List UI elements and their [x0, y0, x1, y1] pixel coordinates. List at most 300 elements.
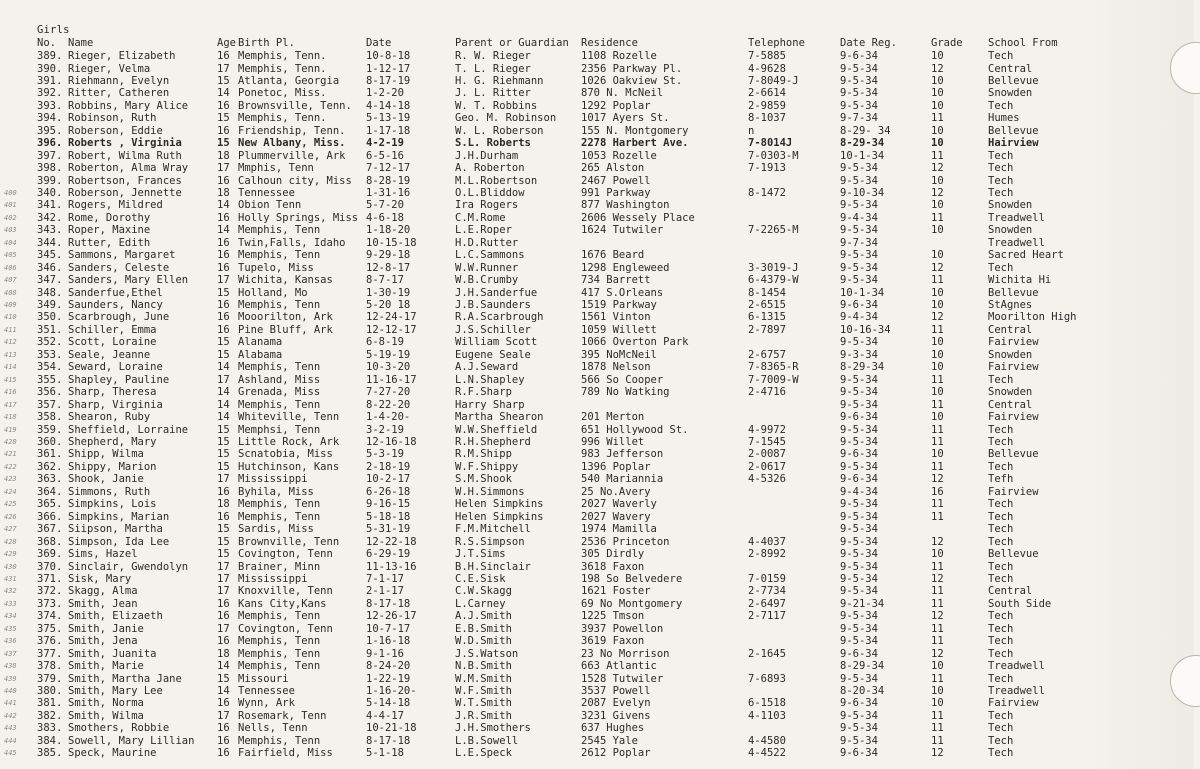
row-number: 367.: [37, 523, 63, 536]
table-row: [0, 722, 1200, 734]
student-name: Sharp, Theresa: [68, 386, 157, 399]
student-age: 16: [217, 99, 230, 112]
table-row: [0, 697, 1200, 709]
birth-place: Memphis, Tenn: [238, 734, 321, 747]
grade: 12: [931, 473, 944, 486]
date-registered: 8-29- 34: [840, 124, 891, 137]
birth-date: 5-7-20: [366, 199, 404, 212]
student-name: Rome, Dorothy: [68, 211, 151, 224]
table-row: [0, 249, 1200, 261]
residence: 3937 Powellon: [581, 622, 664, 635]
row-number: 389.: [37, 50, 63, 62]
row-mark: 438: [4, 662, 17, 670]
row-mark: 411: [4, 325, 17, 334]
table-row: [0, 324, 1200, 336]
telephone: 3-3019-J: [748, 261, 799, 274]
parent-guardian: J. L. Ritter: [455, 87, 531, 100]
row-number: 354.: [37, 361, 63, 374]
birth-date: 7-12-17: [366, 162, 411, 175]
telephone: 7-0159: [748, 572, 786, 585]
parent-guardian: J.H.Durham: [455, 149, 519, 162]
residence: 2606 Wessely Place: [581, 211, 695, 224]
school-from: Tech: [988, 523, 1014, 536]
date-registered: 9-5-34: [840, 722, 878, 735]
student-age: 17: [217, 585, 230, 598]
date-registered: 9-5-34: [840, 174, 878, 187]
birth-date: 5-20 18: [366, 299, 411, 311]
table-row: [0, 349, 1200, 361]
residence: 734 Barrett: [581, 274, 651, 287]
school-from: Bellevue: [988, 286, 1039, 299]
parent-guardian: L.E.Speck: [455, 747, 512, 760]
row-number: 368.: [37, 535, 63, 548]
student-age: 15: [217, 435, 230, 448]
row-mark: 430: [4, 562, 17, 571]
school-from: Hairview: [988, 137, 1039, 150]
date-registered: 9-6-34: [840, 411, 878, 423]
student-age: 17: [217, 274, 230, 287]
row-number: 394.: [37, 112, 63, 125]
date-registered: 10-1-34: [840, 286, 885, 299]
date-registered: 9-6-34: [840, 299, 878, 311]
birth-place: Memphsi, Tenn: [238, 423, 321, 436]
telephone: 2-6757: [748, 348, 786, 361]
student-name: Roberts , Virginia: [68, 137, 182, 150]
school-from: Tech: [988, 647, 1014, 660]
row-mark: 402: [4, 213, 17, 222]
grade: 10: [931, 548, 944, 560]
row-number: 361.: [37, 448, 63, 461]
residence: 2027 Waverly: [581, 498, 657, 511]
row-number: 382.: [37, 709, 63, 722]
row-number: 390.: [37, 62, 63, 75]
parent-guardian: S.M.Shook: [455, 473, 512, 486]
date-registered: 9-4-34: [840, 311, 878, 324]
table-row: [0, 287, 1200, 299]
table-row: [0, 386, 1200, 398]
grade: 10: [931, 660, 944, 672]
grade: 10: [931, 411, 944, 423]
residence: 265 Alston: [581, 162, 645, 175]
telephone: 2-0617: [748, 460, 786, 473]
school-from: Tech: [988, 460, 1014, 473]
grade: 11: [931, 112, 944, 125]
birth-place: Whiteville, Tenn: [238, 411, 340, 423]
birth-date: 10-7-17: [366, 622, 411, 635]
student-age: 14: [217, 224, 230, 237]
student-age: 17: [217, 162, 230, 175]
birth-date: 5-14-18: [366, 697, 411, 710]
table-row: [0, 224, 1200, 236]
student-age: 15: [217, 460, 230, 473]
school-from: Snowden: [988, 87, 1033, 100]
grade: 10: [931, 299, 944, 311]
student-name: Sanderfue,Ethel: [68, 286, 163, 299]
row-number: 372.: [37, 585, 63, 598]
table-row: [0, 50, 1200, 62]
residence: 870 N. McNeil: [581, 87, 664, 100]
row-number: 385.: [37, 747, 63, 760]
grade: 10: [931, 87, 944, 100]
birth-place: Memphis, Tenn: [238, 647, 321, 660]
telephone: 2-6515: [748, 299, 786, 311]
student-name: Smith, Norma: [68, 697, 144, 710]
row-mark: 442: [4, 711, 17, 720]
table-row: [0, 374, 1200, 386]
table-row: [0, 747, 1200, 759]
parent-guardian: L.B.Sowell: [455, 734, 519, 747]
birth-date: 5-13-19: [366, 112, 411, 125]
school-from: Tech: [988, 709, 1014, 722]
date-registered: 9-3-34: [840, 348, 878, 361]
table-row: [0, 548, 1200, 560]
parent-guardian: J.R.Smith: [455, 709, 512, 722]
row-number: 392.: [37, 87, 63, 100]
school-from: Central: [988, 398, 1033, 411]
grade: 11: [931, 211, 944, 224]
table-row: [0, 150, 1200, 162]
table-row: [0, 523, 1200, 535]
residence: 1624 Tutwiler: [581, 224, 664, 237]
birth-date: 12-12-17: [366, 323, 417, 336]
parent-guardian: Helen Simpkins: [455, 498, 544, 511]
student-age: 15: [217, 348, 230, 361]
date-registered: 9-5-34: [840, 572, 878, 585]
row-number: 355.: [37, 373, 63, 386]
grade: 11: [931, 709, 944, 722]
birth-date: 12-16-18: [366, 435, 417, 448]
student-age: 16: [217, 597, 230, 610]
row-number: 377.: [37, 647, 63, 660]
birth-date: 8-24-20: [366, 660, 411, 672]
row-number: 365.: [37, 498, 63, 511]
birth-date: 1-31-16: [366, 186, 411, 199]
residence: 789 No Watking: [581, 386, 670, 399]
date-registered: 9-10-34: [840, 186, 885, 199]
grade: 10: [931, 386, 944, 399]
row-mark: 413: [4, 350, 17, 359]
parent-guardian: L.E.Roper: [455, 224, 512, 237]
table-row: [0, 399, 1200, 411]
student-age: 15: [217, 112, 230, 125]
birth-date: 9-16-15: [366, 498, 411, 511]
birth-date: 1-12-17: [366, 62, 411, 75]
grade: 12: [931, 647, 944, 660]
school-from: Tech: [988, 174, 1014, 187]
school-from: Snowden: [988, 386, 1033, 399]
telephone: 7-8049-J: [748, 74, 799, 87]
table-row: [0, 598, 1200, 610]
student-name: Rieger, Elizabeth: [68, 50, 176, 62]
row-mark: 440: [4, 686, 17, 695]
student-name: Siipson, Martha: [68, 523, 163, 536]
residence: 2087 Evelyn: [581, 697, 651, 710]
birth-place: Missouri: [238, 672, 289, 685]
residence: 2612 Poplar: [581, 747, 651, 760]
table-row: [0, 710, 1200, 722]
row-mark: 423: [4, 475, 17, 484]
birth-date: 11-13-16: [366, 560, 417, 573]
student-age: 16: [217, 124, 230, 137]
parent-guardian: J.B.Saunders: [455, 299, 531, 311]
student-name: Saunders, Nancy: [68, 299, 163, 311]
parent-guardian: W. T. Robbins: [455, 99, 538, 112]
student-age: 17: [217, 373, 230, 386]
school-from: Central: [988, 323, 1033, 336]
telephone: 2-6497: [748, 597, 786, 610]
row-mark: 436: [4, 637, 17, 646]
birth-place: Fairfield, Miss: [238, 747, 333, 760]
birth-date: 8-17-18: [366, 734, 411, 747]
student-age: 18: [217, 186, 230, 199]
school-from: Fairview: [988, 411, 1039, 423]
student-name: Simmons, Ruth: [68, 485, 151, 498]
row-mark: 407: [4, 276, 17, 285]
residence: 3618 Faxon: [581, 560, 645, 573]
grade: 12: [931, 261, 944, 274]
date-registered: 9-6-34: [840, 473, 878, 486]
telephone: 6-1315: [748, 311, 786, 324]
birth-place: Mississippi: [238, 473, 308, 486]
parent-guardian: A. Roberton: [455, 162, 525, 175]
date-registered: 9-7-34: [840, 112, 878, 125]
student-name: Smith, Elizaeth: [68, 610, 163, 623]
birth-date: 8-17-18: [366, 597, 411, 610]
date-registered: 9-5-34: [840, 274, 878, 287]
birth-date: 1-2-20: [366, 87, 404, 100]
student-name: Sharp, Virginia: [68, 398, 163, 411]
row-number: 342.: [37, 211, 63, 224]
birth-date: 9-1-16: [366, 647, 404, 660]
birth-place: Memphis, Tenn: [238, 635, 321, 648]
student-name: Shapley, Pauline: [68, 373, 170, 386]
residence: 2027 Wavery: [581, 510, 651, 523]
school-from: Tech: [988, 610, 1014, 623]
telephone: 7-7009-W: [748, 373, 799, 386]
birth-date: 5-31-19: [366, 523, 411, 536]
grade: 10: [931, 336, 944, 349]
parent-guardian: R.F.Sharp: [455, 386, 512, 399]
row-number: 347.: [37, 274, 63, 287]
table-row: [0, 635, 1200, 647]
birth-place: Ponetoc, Miss.: [238, 87, 327, 100]
residence: 1396 Poplar: [581, 460, 651, 473]
row-mark: 417: [4, 400, 17, 409]
table-row: [0, 75, 1200, 87]
student-age: 14: [217, 398, 230, 411]
grade: 10: [931, 684, 944, 697]
residence: 1528 Tutwiler: [581, 672, 664, 685]
grade: 10: [931, 697, 944, 710]
school-from: Treadwell: [988, 684, 1045, 697]
student-name: Sowell, Mary Lillian: [68, 734, 195, 747]
row-mark: 424: [4, 487, 17, 496]
student-age: 15: [217, 672, 230, 685]
residence: 2467 Powell: [581, 174, 651, 187]
student-name: Speck, Maurine: [68, 747, 157, 760]
telephone: 8-1454: [748, 286, 786, 299]
row-number: 353.: [37, 348, 63, 361]
student-name: Roberson, Eddie: [68, 124, 163, 137]
student-name: Shipp, Wilma: [68, 448, 144, 461]
birth-place: Brainer, Minn: [238, 560, 321, 573]
date-registered: 9-5-34: [840, 386, 878, 399]
birth-date: 10-15-18: [366, 236, 417, 249]
parent-guardian: Ira Rogers: [455, 199, 519, 212]
row-mark: 403: [4, 226, 17, 235]
student-age: 17: [217, 560, 230, 573]
student-age: 17: [217, 473, 230, 486]
student-name: Simpkins, Marian: [68, 510, 170, 523]
telephone: 4-1103: [748, 709, 786, 722]
student-name: Shook, Janie: [68, 473, 144, 486]
student-name: Smith, Mary Lee: [68, 684, 163, 697]
school-from: StAgnes: [988, 299, 1033, 311]
student-name: Rogers, Mildred: [68, 199, 163, 212]
table-row: [0, 100, 1200, 112]
school-from: Tech: [988, 672, 1014, 685]
table-row: [0, 311, 1200, 323]
school-from: Tech: [988, 261, 1014, 274]
birth-place: Byhila, Miss: [238, 485, 314, 498]
table-row: [0, 361, 1200, 373]
table-row: [0, 448, 1200, 460]
header-school: School From: [988, 37, 1058, 49]
residence: 1017 Ayers St.: [581, 112, 670, 125]
parent-guardian: W.B.Crumby: [455, 274, 519, 287]
birth-date: 6-29-19: [366, 548, 411, 560]
residence: 305 Dirdly: [581, 548, 645, 560]
row-mark: 428: [4, 537, 17, 546]
table-row: [0, 299, 1200, 311]
school-from: Tech: [988, 734, 1014, 747]
date-registered: 9-5-34: [840, 635, 878, 648]
student-age: 15: [217, 448, 230, 461]
parent-guardian: Eugene Seale: [455, 348, 531, 361]
residence: 1059 Willett: [581, 323, 657, 336]
birth-date: 3-2-19: [366, 423, 404, 436]
birth-place: Alabama: [238, 348, 283, 361]
student-age: 16: [217, 747, 230, 760]
telephone: 4-4037: [748, 535, 786, 548]
header-grade: Grade: [931, 37, 963, 49]
row-mark: 437: [4, 649, 17, 658]
residence: 1026 Oakview St.: [581, 74, 683, 87]
student-name: Sammons, Margaret: [68, 249, 176, 262]
header-date: Date: [366, 37, 392, 49]
row-mark: 419: [4, 425, 17, 434]
grade: 10: [931, 249, 944, 262]
student-name: Scott, Loraine: [68, 336, 157, 349]
row-number: 346.: [37, 261, 63, 274]
birth-place: Friendship, Tenn.: [238, 124, 346, 137]
telephone: 7-5885: [748, 50, 786, 62]
grade: 16: [931, 485, 944, 498]
student-name: Smith, Marie: [68, 660, 144, 672]
birth-date: 1-16-20-: [366, 684, 417, 697]
telephone: 4-4522: [748, 747, 786, 760]
table-row: [0, 336, 1200, 348]
telephone: 6-1518: [748, 697, 786, 710]
telephone: 2-1645: [748, 647, 786, 660]
parent-guardian: R.H.Shepherd: [455, 435, 531, 448]
date-registered: 9-5-34: [840, 460, 878, 473]
grade: 11: [931, 435, 944, 448]
parent-guardian: J.S.Watson: [455, 647, 519, 660]
student-age: 16: [217, 261, 230, 274]
student-name: Sinclair, Gwendolyn: [68, 560, 189, 573]
birth-place: Covington, Tenn: [238, 548, 333, 560]
grade: 10: [931, 199, 944, 212]
date-registered: 9-5-34: [840, 373, 878, 386]
birth-date: 4-2-19: [366, 137, 404, 150]
grade: 11: [931, 722, 944, 735]
birth-date: 1-16-18: [366, 635, 411, 648]
residence: 25 No.Avery: [581, 485, 651, 498]
student-name: Sisk, Mary: [68, 572, 132, 585]
grade: 11: [931, 734, 944, 747]
table-row: [0, 411, 1200, 423]
row-number: 380.: [37, 684, 63, 697]
telephone: 2-6614: [748, 87, 786, 100]
residence: 540 Mariannia: [581, 473, 664, 486]
birth-date: 12-8-17: [366, 261, 411, 274]
birth-place: Memphis, Tenn: [238, 498, 321, 511]
row-mark: 441: [4, 699, 17, 708]
school-from: Fairview: [988, 485, 1039, 498]
row-mark: 406: [4, 263, 17, 272]
date-registered: 9-4-34: [840, 485, 878, 498]
birth-date: 7-1-17: [366, 572, 404, 585]
telephone: 7-1913: [748, 162, 786, 175]
student-name: Robbins, Mary Alice: [68, 99, 189, 112]
table-row: [0, 424, 1200, 436]
row-mark: 418: [4, 413, 17, 421]
student-age: 15: [217, 535, 230, 548]
row-mark: 444: [4, 736, 17, 745]
grade: 11: [931, 672, 944, 685]
school-from: Humes: [988, 112, 1020, 125]
birth-date: 8-22-20: [366, 398, 411, 411]
student-name: Robinson, Ruth: [68, 112, 157, 125]
residence: 69 No Montgomery: [581, 597, 683, 610]
row-mark: 408: [4, 288, 17, 297]
student-age: 15: [217, 137, 230, 150]
row-number: 362.: [37, 460, 63, 473]
student-age: 15: [217, 336, 230, 349]
student-age: 16: [217, 485, 230, 498]
row-number: 344.: [37, 236, 63, 249]
residence: 996 Willet: [581, 435, 645, 448]
grade: 11: [931, 622, 944, 635]
row-mark: 414: [4, 363, 17, 372]
birth-place: Grenada, Miss: [238, 386, 321, 399]
school-from: South Side: [988, 597, 1052, 610]
telephone: 8-1472: [748, 186, 786, 199]
school-from: Sacred Heart: [988, 249, 1064, 262]
parent-guardian: W. L. Roberson: [455, 124, 544, 137]
date-registered: 10-1-34: [840, 149, 885, 162]
grade: 11: [931, 510, 944, 523]
row-mark: 421: [4, 450, 17, 459]
student-age: 16: [217, 722, 230, 735]
residence: 663 Atlantic: [581, 660, 657, 672]
school-from: Central: [988, 62, 1033, 75]
date-registered: 9-5-34: [840, 734, 878, 747]
date-registered: 9-7-34: [840, 236, 878, 249]
table-row: [0, 162, 1200, 174]
parent-guardian: W.D.Smith: [455, 635, 512, 648]
